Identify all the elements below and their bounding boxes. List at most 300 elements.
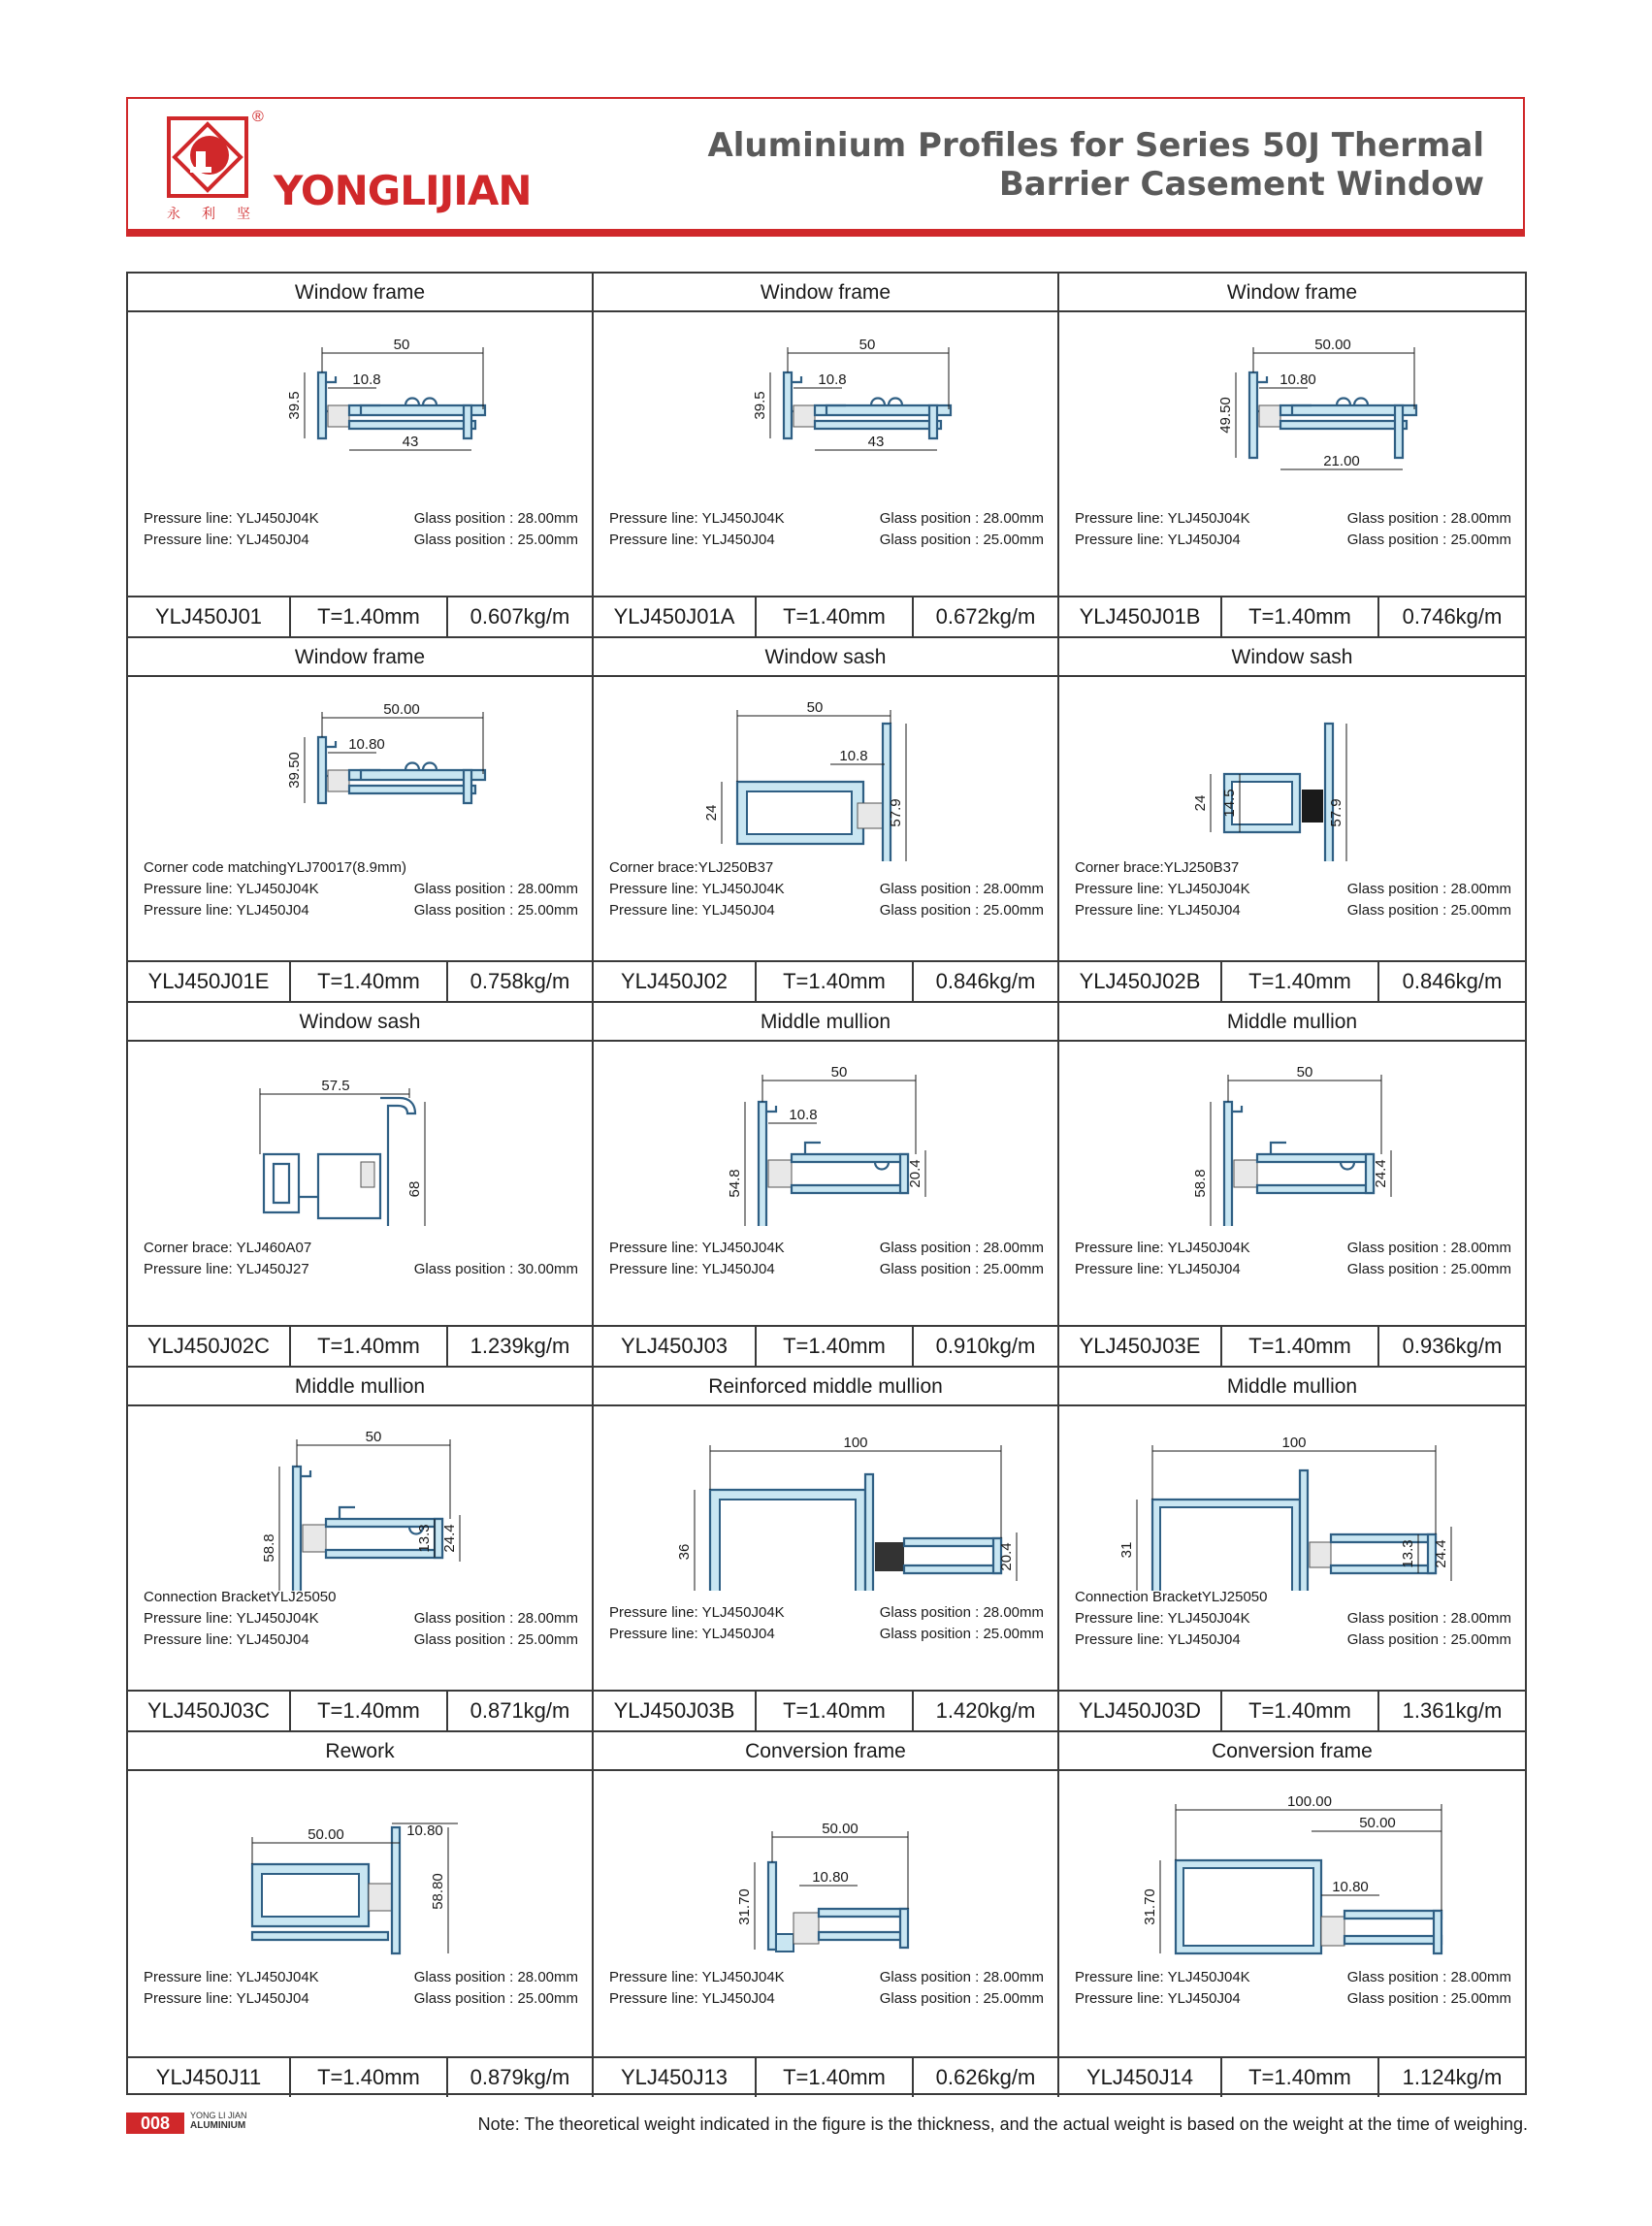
profile-thickness: T=1.40mm — [291, 1692, 448, 1730]
note-row — [144, 530, 578, 551]
dimension-label: 20.4 — [998, 1542, 1015, 1571]
thermal-strip — [1321, 1917, 1344, 1946]
note-row — [609, 1602, 1044, 1624]
note-right: Glass position : 28.00mm — [1346, 1969, 1511, 1985]
dimension-label: 100 — [1281, 1435, 1307, 1451]
dimension-label: 57.5 — [321, 1078, 350, 1094]
note-right: Glass position : 28.00mm — [413, 510, 578, 527]
note-left: Pressure line: YLJ450J04 — [1075, 902, 1241, 919]
note-row — [144, 1587, 578, 1608]
dimension-label: 24.4 — [1433, 1539, 1449, 1568]
profile-notes — [609, 1238, 1044, 1280]
profile-svg — [594, 677, 1059, 861]
profile-cell — [594, 274, 1059, 638]
profile-thickness: T=1.40mm — [757, 1692, 914, 1730]
profile-svg — [594, 312, 1059, 497]
profile-notes — [144, 1238, 578, 1280]
note-left: Pressure line: YLJ450J04 — [144, 1990, 309, 2007]
profile-section — [318, 737, 326, 803]
dimension-label: 10.80 — [812, 1869, 849, 1886]
note-row — [144, 857, 578, 879]
dimension-label: 54.8 — [727, 1169, 743, 1198]
dimension-label: 68 — [406, 1180, 423, 1198]
profile-weight: 0.846kg/m — [1402, 969, 1503, 993]
profile-cell — [128, 274, 594, 638]
profile-section — [318, 372, 326, 438]
dimension-label: 31.70 — [1142, 1888, 1158, 1925]
profile-thickness: T=1.40mm — [1222, 597, 1379, 636]
profile-cell — [594, 638, 1059, 1003]
profile-thickness: T=1.40mm — [757, 597, 914, 636]
note-row — [1075, 1587, 1511, 1608]
profile-section — [252, 1932, 388, 1940]
note-right: Glass position : 30.00mm — [413, 1261, 578, 1277]
weight-note: Note: The theoretical weight indicated in the figure is the thickness, and the actual weight is based on the weight at the time of weighing. — [477, 2114, 1528, 2134]
profile-drawing — [128, 1406, 592, 1562]
note-left: Pressure line: YLJ450J04K — [1075, 1240, 1250, 1256]
profile-thickness: T=1.40mm — [291, 962, 448, 1001]
logo-chinese-text: 永 利 坚 — [167, 207, 250, 222]
note-left: Pressure line: YLJ450J04 — [609, 902, 775, 919]
profile-svg — [1059, 1406, 1525, 1591]
thermal-strip — [328, 405, 349, 427]
dimension-label: 58.8 — [261, 1533, 277, 1563]
note-left: Pressure line: YLJ450J04K — [1075, 1610, 1250, 1627]
profile-title: Middle mullion — [1059, 1368, 1525, 1406]
note-row — [1075, 857, 1511, 879]
note-right: Glass position : 25.00mm — [879, 902, 1044, 919]
profile-section — [1224, 1102, 1232, 1226]
dimension-label: 24.4 — [441, 1524, 458, 1553]
profile-notes — [609, 857, 1044, 921]
profile-chamber — [747, 791, 852, 834]
dimension-label: 50.00 — [383, 701, 420, 718]
profile-weight: 0.626kg/m — [935, 2065, 1036, 2089]
profile-svg — [128, 1406, 594, 1591]
note-left: Pressure line: YLJ450J04 — [1075, 1261, 1241, 1277]
profile-drawing — [1059, 677, 1525, 832]
profile-chamber — [1232, 782, 1292, 824]
thermal-strip — [361, 1162, 374, 1187]
dimension-label: 39.5 — [752, 391, 768, 420]
profile-svg — [128, 312, 594, 497]
profile-section — [1344, 1911, 1441, 1919]
profile-spec-row — [128, 1325, 592, 1366]
profile-notes — [1075, 1587, 1511, 1651]
dimension-label: 58.80 — [430, 1873, 446, 1910]
profile-section — [792, 1154, 908, 1162]
note-right: Glass position : 25.00mm — [879, 1261, 1044, 1277]
dimension-label: 43 — [867, 434, 885, 450]
document-title: Aluminium Profiles for Series 50J Thermal Barrier Casement Window — [707, 126, 1484, 204]
profile-drawing — [1059, 1406, 1525, 1568]
note-row — [144, 1608, 578, 1629]
profile-section — [1249, 372, 1257, 458]
thermal-strip — [369, 1884, 392, 1911]
profile-weight: 1.124kg/m — [1402, 2065, 1503, 2089]
profile-chamber — [1183, 1868, 1313, 1946]
profile-cell — [128, 1368, 594, 1732]
note-left: Pressure line: YLJ450J04 — [609, 1990, 775, 2007]
note-row — [144, 1967, 578, 1988]
profile-title: Middle mullion — [1059, 1003, 1525, 1042]
note-left: Corner brace:YLJ250B37 — [1075, 859, 1240, 876]
note-right: Glass position : 25.00mm — [879, 1990, 1044, 2007]
profile-spec-row — [594, 2056, 1057, 2097]
note-row — [1075, 1967, 1511, 1988]
profile-title: Reinforced middle mullion — [594, 1368, 1057, 1406]
profile-drawing — [128, 1042, 592, 1197]
profile-weight: 0.871kg/m — [470, 1698, 570, 1723]
note-row — [609, 1238, 1044, 1259]
note-left: Pressure line: YLJ450J04 — [144, 1631, 309, 1648]
dimension-label: 13.3 — [1400, 1539, 1416, 1568]
profile-drawing — [1059, 312, 1525, 468]
profile-cell — [1059, 274, 1525, 638]
dimension-label: 50 — [858, 337, 876, 353]
profile-chamber — [262, 1874, 359, 1917]
profile-drawing — [1059, 1771, 1525, 1926]
profile-title: Window sash — [594, 638, 1057, 677]
note-row — [1075, 900, 1511, 921]
profile-svg — [594, 1042, 1059, 1226]
note-row — [144, 879, 578, 900]
note-left: Pressure line: YLJ450J04K — [1075, 1969, 1250, 1985]
dimension-label: 50.00 — [1314, 337, 1351, 353]
profile-weight: 0.910kg/m — [935, 1334, 1036, 1358]
profile-thickness: T=1.40mm — [291, 2058, 448, 2097]
profile-section — [815, 421, 941, 429]
profile-cell — [128, 1003, 594, 1368]
profile-spec-row — [594, 1690, 1057, 1730]
profile-notes — [609, 508, 1044, 551]
profile-section — [1280, 421, 1407, 429]
dimension-label: 36 — [676, 1543, 693, 1561]
profile-svg — [128, 677, 594, 861]
profile-drawing — [594, 1771, 1057, 1926]
note-left: Pressure line: YLJ450J04 — [144, 902, 309, 919]
header-accent-bar — [126, 229, 1525, 237]
profile-thickness: T=1.40mm — [757, 962, 914, 1001]
dimension-label: 24.4 — [1373, 1159, 1389, 1188]
dimension-label: 50 — [1296, 1064, 1313, 1081]
profile-title: Window sash — [128, 1003, 592, 1042]
profile-section — [904, 1565, 1001, 1573]
profile-drawing — [128, 312, 592, 468]
profile-spec-row — [1059, 596, 1525, 636]
profile-drawing — [594, 677, 1057, 832]
profile-cell — [594, 1732, 1059, 2097]
note-left: Corner brace: YLJ460A07 — [144, 1240, 312, 1256]
profile-svg — [1059, 312, 1525, 497]
dimension-label: 57.9 — [1328, 798, 1344, 827]
profile-weight: 0.758kg/m — [470, 969, 570, 993]
profile-section — [380, 1098, 415, 1226]
profile-weight: 0.746kg/m — [1402, 604, 1503, 629]
profile-thickness: T=1.40mm — [291, 597, 448, 636]
note-right: Glass position : 25.00mm — [413, 1631, 578, 1648]
profile-title: Rework — [128, 1732, 592, 1771]
profile-title: Window frame — [128, 274, 592, 312]
note-right: Glass position : 25.00mm — [1346, 1990, 1511, 2007]
dimension-label: 57.9 — [888, 798, 904, 827]
profile-drawing — [128, 1771, 592, 1926]
note-row — [1075, 1608, 1511, 1629]
profile-svg — [128, 1042, 594, 1226]
note-row — [609, 1259, 1044, 1280]
profile-code: YLJ450J02C — [128, 1327, 291, 1366]
profile-section — [900, 1909, 908, 1948]
note-left: Pressure line: YLJ450J04K — [1075, 881, 1250, 897]
dimension-label: 43 — [402, 434, 419, 450]
profile-spec-row — [1059, 960, 1525, 1001]
note-row — [144, 900, 578, 921]
profile-drawing — [594, 312, 1057, 468]
note-right: Glass position : 28.00mm — [879, 1240, 1044, 1256]
profile-section — [784, 372, 792, 438]
profile-svg — [1059, 1771, 1525, 1955]
dimension-label: 50.00 — [308, 1826, 344, 1843]
note-right: Glass position : 25.00mm — [413, 532, 578, 548]
profile-section — [792, 1185, 908, 1193]
note-row — [609, 530, 1044, 551]
profile-title: Conversion frame — [594, 1732, 1057, 1771]
profile-section — [1344, 1936, 1441, 1944]
profile-section — [768, 1862, 776, 1950]
profile-thickness: T=1.40mm — [1222, 1327, 1379, 1366]
profile-code: YLJ450J02B — [1059, 962, 1222, 1001]
profile-cell — [128, 1732, 594, 2097]
profile-section — [1325, 724, 1333, 861]
thermal-strip — [303, 1525, 326, 1552]
profile-svg — [594, 1771, 1059, 1955]
profile-code: YLJ450J14 — [1059, 2058, 1222, 2097]
profile-section — [293, 1467, 301, 1591]
note-row — [1075, 530, 1511, 551]
profile-svg — [594, 1406, 1059, 1591]
profile-notes — [1075, 1967, 1511, 2010]
profile-spec-row — [128, 596, 592, 636]
profile-section — [349, 786, 475, 793]
thermal-strip — [1310, 1542, 1331, 1567]
note-left: Pressure line: YLJ450J27 — [144, 1261, 309, 1277]
thermal-strip — [1259, 405, 1280, 427]
profile-svg — [1059, 677, 1525, 861]
profile-drawing — [128, 677, 592, 832]
profile-svg — [128, 1771, 594, 1955]
thermal-strip — [328, 770, 349, 791]
registered-mark: ® — [252, 109, 264, 125]
profile-weight: 1.361kg/m — [1402, 1698, 1503, 1723]
note-right: Glass position : 28.00mm — [413, 1969, 578, 1985]
profile-section — [883, 724, 891, 861]
profile-weight: 0.936kg/m — [1402, 1334, 1503, 1358]
note-row — [144, 1629, 578, 1651]
profile-chamber — [1160, 1507, 1292, 1591]
profile-cell — [1059, 1732, 1525, 2097]
profile-svg — [1059, 1042, 1525, 1226]
note-left: Pressure line: YLJ450J04K — [144, 881, 319, 897]
profile-thickness: T=1.40mm — [291, 1327, 448, 1366]
profile-thickness: T=1.40mm — [1222, 2058, 1379, 2097]
profile-spec-row — [128, 2056, 592, 2097]
note-left: Pressure line: YLJ450J04 — [609, 532, 775, 548]
footer-brand: YONG LI JIAN ALUMINIUM — [190, 2111, 247, 2131]
profile-thickness: T=1.40mm — [1222, 962, 1379, 1001]
profile-section — [904, 1538, 1001, 1546]
dimension-label: 10.80 — [1279, 371, 1316, 388]
note-left: Pressure line: YLJ450J04K — [144, 1969, 319, 1985]
thermal-strip — [768, 1160, 792, 1187]
profile-cell — [128, 638, 594, 1003]
note-right: Glass position : 28.00mm — [1346, 1610, 1511, 1627]
note-left: Corner code matchingYLJ70017(8.9mm) — [144, 859, 406, 876]
profile-notes — [609, 1602, 1044, 1645]
note-right: Glass position : 25.00mm — [413, 1990, 578, 2007]
dimension-label: 24 — [703, 804, 720, 822]
note-row — [1075, 1988, 1511, 2010]
profile-section — [1331, 1534, 1436, 1542]
note-row — [1075, 879, 1511, 900]
profile-title: Window sash — [1059, 638, 1525, 677]
dimension-label: 10.80 — [348, 736, 385, 753]
dimension-label: 10.8 — [839, 748, 868, 764]
note-right: Glass position : 25.00mm — [1346, 902, 1511, 919]
brand-name: YONGLIJIAN — [274, 167, 532, 214]
thermal-strip — [858, 803, 883, 828]
profile-section — [1257, 1185, 1374, 1193]
note-right: Glass position : 28.00mm — [879, 881, 1044, 897]
profile-notes — [1075, 508, 1511, 551]
profile-section — [464, 405, 471, 438]
profile-spec-row — [1059, 1325, 1525, 1366]
profile-code: YLJ450J13 — [594, 2058, 757, 2097]
page-header — [126, 97, 1525, 233]
note-right: Glass position : 28.00mm — [413, 881, 578, 897]
note-left: Pressure line: YLJ450J04 — [1075, 1631, 1241, 1648]
profile-notes — [144, 857, 578, 921]
dimension-label: 10.8 — [818, 371, 847, 388]
note-row — [609, 879, 1044, 900]
note-left: Pressure line: YLJ450J04 — [1075, 1990, 1241, 2007]
profile-section — [819, 1932, 906, 1940]
dimension-label: 10.80 — [1332, 1879, 1369, 1895]
profile-spec-row — [1059, 1690, 1525, 1730]
profile-thickness: T=1.40mm — [1222, 1692, 1379, 1730]
dimension-label: 31 — [1118, 1541, 1135, 1559]
profile-cell — [1059, 1003, 1525, 1368]
profile-notes — [1075, 857, 1511, 921]
page-number: 008 — [126, 2113, 184, 2134]
profile-title: Conversion frame — [1059, 1732, 1525, 1771]
note-right: Glass position : 25.00mm — [879, 532, 1044, 548]
profile-section — [1434, 1911, 1441, 1953]
profile-weight: 0.846kg/m — [935, 969, 1036, 993]
dimension-label: 10.8 — [789, 1107, 818, 1123]
profile-code: YLJ450J01 — [128, 597, 291, 636]
note-row — [609, 1988, 1044, 2010]
note-left: Pressure line: YLJ450J04K — [609, 510, 785, 527]
profile-code: YLJ450J02 — [594, 962, 757, 1001]
note-row — [609, 508, 1044, 530]
profile-weight: 0.607kg/m — [470, 604, 570, 629]
profile-drawing — [594, 1406, 1057, 1571]
profile-cell — [594, 1368, 1059, 1732]
profile-title: Window frame — [1059, 274, 1525, 312]
dimension-label: 14.5 — [1221, 789, 1238, 818]
dimension-label: 39.50 — [286, 752, 303, 789]
profile-spec-row — [128, 1690, 592, 1730]
profile-drawing — [1059, 1042, 1525, 1197]
dimension-label: 50 — [365, 1429, 382, 1445]
note-left: Pressure line: YLJ450J04 — [609, 1261, 775, 1277]
dimension-label: 24 — [1192, 794, 1209, 812]
profile-section — [349, 421, 475, 429]
note-right: Glass position : 25.00mm — [1346, 532, 1511, 548]
profile-spec-row — [1059, 2056, 1525, 2097]
note-left: Pressure line: YLJ450J04 — [1075, 532, 1241, 548]
profile-drawing — [594, 1042, 1057, 1197]
note-left: Pressure line: YLJ450J04K — [609, 1240, 785, 1256]
note-right: Glass position : 28.00mm — [1346, 881, 1511, 897]
profile-section — [1257, 1154, 1374, 1162]
profile-weight: 0.879kg/m — [470, 2065, 570, 2089]
profile-chamber — [720, 1500, 856, 1591]
profile-thickness: T=1.40mm — [757, 2058, 914, 2097]
profile-code: YLJ450J03D — [1059, 1692, 1222, 1730]
dimension-label: 39.5 — [286, 391, 303, 420]
note-row — [609, 1624, 1044, 1645]
note-left: Connection BracketYLJ25050 — [1075, 1589, 1268, 1605]
note-right: Glass position : 25.00mm — [879, 1626, 1044, 1642]
profile-cell — [1059, 638, 1525, 1003]
profile-section — [776, 1934, 794, 1952]
note-right: Glass position : 25.00mm — [1346, 1631, 1511, 1648]
note-left: Pressure line: YLJ450J04 — [609, 1626, 775, 1642]
note-row — [609, 1967, 1044, 1988]
profile-title: Window frame — [128, 638, 592, 677]
profile-code: YLJ450J01E — [128, 962, 291, 1001]
note-right: Glass position : 28.00mm — [1346, 510, 1511, 527]
profile-section — [929, 405, 937, 438]
profile-section — [759, 1102, 766, 1226]
note-right: Glass position : 28.00mm — [879, 1604, 1044, 1621]
note-left: Pressure line: YLJ450J04K — [609, 1969, 785, 1985]
logo-icon — [167, 116, 248, 198]
note-left: Pressure line: YLJ450J04K — [144, 1610, 319, 1627]
profile-section — [392, 1827, 400, 1953]
note-right: Glass position : 28.00mm — [413, 1610, 578, 1627]
profile-code: YLJ450J11 — [128, 2058, 291, 2097]
note-row — [1075, 1259, 1511, 1280]
profile-weight: 0.672kg/m — [935, 604, 1036, 629]
dimension-label: 50 — [830, 1064, 848, 1081]
note-row — [144, 1259, 578, 1280]
profile-weight: 1.420kg/m — [935, 1698, 1036, 1723]
profile-section — [464, 770, 471, 803]
dimension-label: 50.00 — [822, 1821, 858, 1837]
dimension-label: 31.70 — [736, 1888, 753, 1925]
dimension-label: 50.00 — [1359, 1815, 1396, 1831]
dimension-label: 50 — [806, 699, 824, 716]
profile-section — [819, 1909, 906, 1917]
note-left: Pressure line: YLJ450J04 — [144, 532, 309, 548]
profile-cell — [1059, 1368, 1525, 1732]
profile-code: YLJ450J03B — [594, 1692, 757, 1730]
dimension-label: 100 — [843, 1435, 868, 1451]
profile-notes — [144, 1587, 578, 1651]
note-row — [609, 857, 1044, 879]
